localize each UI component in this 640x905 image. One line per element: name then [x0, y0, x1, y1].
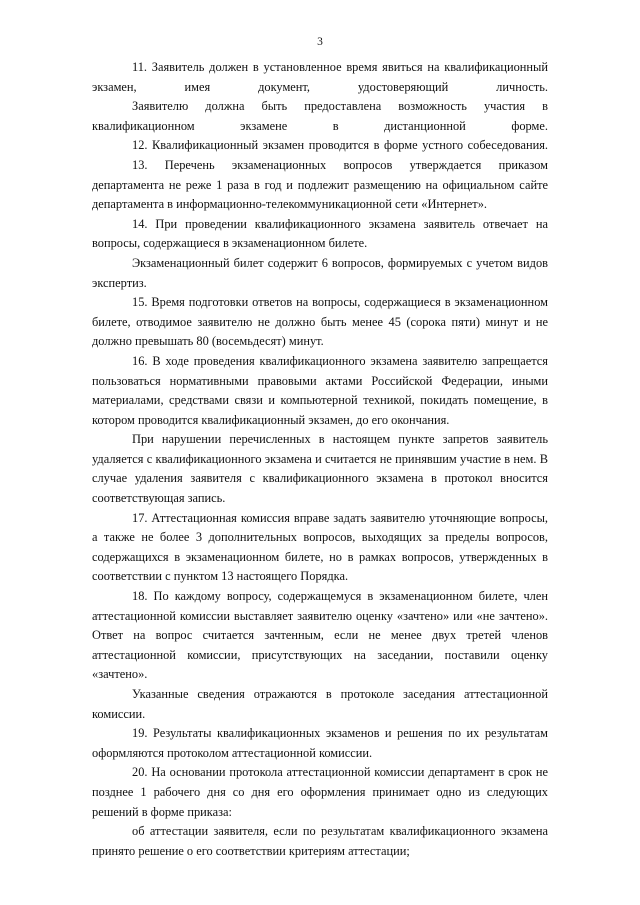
page-number: 3	[317, 36, 323, 48]
paragraph-16a: При нарушении перечисленных в настоящем пункте запретов заявитель удаляется с квалификационного экзамена и считается не принявшим участие в нем. В случае удаления заявителя с квалификационного экзамена в протокол вносится соответствующая запись.	[92, 432, 548, 506]
paragraph-11: 11. Заявитель должен в установленное время явиться на квалификационный экзамен, имея документ, удостоверяющий личность.	[92, 60, 548, 94]
paragraph-20: 20. На основании протокола аттестационной комиссии департамент в срок не позднее 1 рабочего дня со дня его оформления принимает одно из следующих решений в форме приказа:	[92, 765, 548, 819]
paragraph-19: 19. Результаты квалификационных экзаменов и решения по их результатам оформляются протоколом аттестационной комиссии.	[92, 726, 548, 760]
paragraph-11a: Заявителю должна быть предоставлена возможность участия в квалификационном экзамене в дистанционной форме.	[92, 99, 548, 133]
paragraph-12: 12. Квалификационный экзамен проводится в форме устного собеседования.	[132, 138, 548, 153]
paragraph-14: 14. При проведении квалификационного экзамена заявитель отвечает на вопросы, содержащиеся в экзаменационном билете.	[92, 216, 548, 251]
paragraph-15: 15. Время подготовки ответов на вопросы, содержащиеся в экзаменационном билете, отводимое заявителю не должно быть менее 45 (сорока пяти) минут и не должно превышать 80 (восемьдесят) минут.	[92, 295, 548, 349]
paragraph-16: 16. В ходе проведения квалификационного экзамена заявителю запрещается пользоваться нормативными правовыми актами Российской Федерации, иными материалами, средствами связи и компьютерной техникой, покидать помещение, в котором проводится квалификационный экзамен, до его окончания.	[92, 353, 548, 427]
paragraph-18: 18. По каждому вопросу, содержащемуся в экзаменационном билете, член аттестационной комиссии выставляет заявителю оценку «зачтено» или «не зачтено». Ответ на вопрос считается зачтенным, если не менее двух третей членов аттестационной комиссии, присутствующих на заседании, поставили оценку «зачтено».	[92, 589, 548, 682]
paragraph-18a: Указанные сведения отражаются в протоколе заседания аттестационной комиссии.	[92, 687, 548, 721]
paragraph-14a: Экзаменационный билет содержит 6 вопросов, формируемых с учетом видов экспертиз.	[92, 255, 548, 290]
document-body	[92, 58, 548, 861]
paragraph-17: 17. Аттестационная комиссия вправе задать заявителю уточняющие вопросы, а также не более 3 дополнительных вопросов, выходящих за пределы вопросов, содержащихся в экзаменационном билете, но в рамках вопросов, утвержденных в соответствии с пунктом 13 настоящего Порядка.	[92, 510, 548, 584]
paragraph-20a: об аттестации заявителя, если по результатам квалификационного экзамена принято решение о его соответствии критериям аттестации;	[92, 824, 548, 858]
paragraph-13: 13. Перечень экзаменационных вопросов утверждается приказом департамента не реже 1 раза в год и подлежит размещению на официальном сайте департамента в информационно-телекоммуникационной сети «Интернет».	[92, 157, 548, 212]
